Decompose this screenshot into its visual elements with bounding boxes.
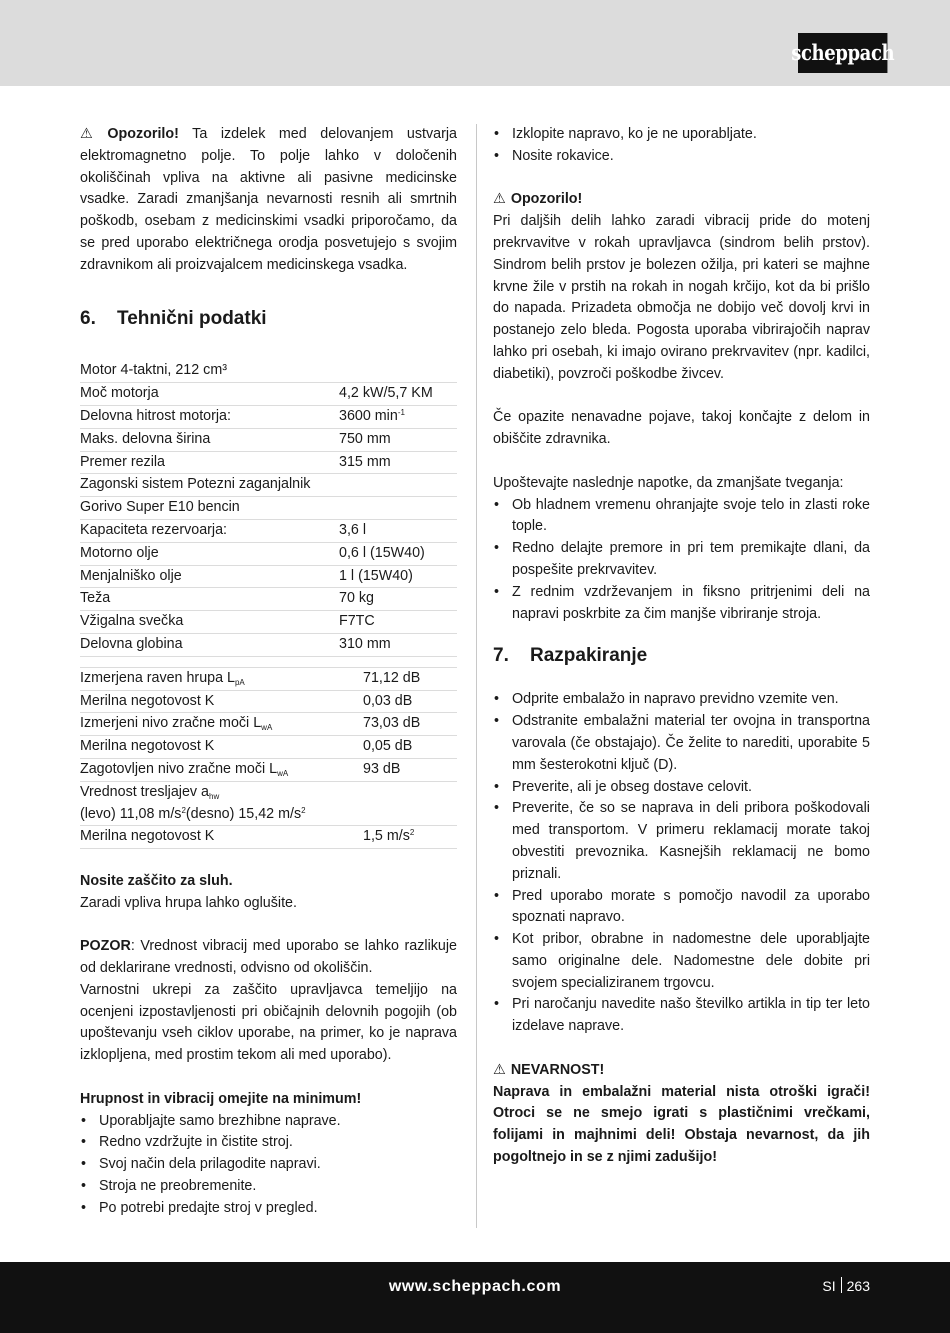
list-item: • Preverite, ali je obseg dostave celovit. — [493, 777, 870, 799]
website-link[interactable]: www.scheppach.com — [388, 1278, 562, 1295]
section-title: Tehnični podatki — [117, 308, 267, 330]
table-row — [80, 360, 457, 382]
spec-label: Menjalniško olje — [80, 565, 339, 588]
danger-label: NEVARNOST! — [510, 1061, 605, 1078]
spec-value-text: 3600 min — [339, 407, 398, 424]
spec-label: Delovna globina — [80, 633, 339, 656]
minimize-title-text: Hrupnost in vibracij omejite na minimum! — [80, 1090, 362, 1107]
spec-value — [339, 360, 457, 382]
unpacking-list — [493, 689, 870, 1038]
table-row — [80, 667, 457, 690]
spec-value — [339, 383, 457, 406]
vibration-warning-title — [493, 189, 870, 211]
spec-value — [339, 588, 457, 611]
section-number: 7. — [493, 645, 509, 667]
subscript: hw — [209, 791, 220, 801]
table-row — [80, 826, 457, 849]
page-number-value: 263 — [846, 1278, 870, 1294]
table-row — [80, 542, 457, 565]
page-footer — [0, 1262, 950, 1333]
safety-measures-paragraph: Varnostni ukrepi za zaščito upravljavca temeljijo na ocenjeni izpostavljenosti pri običajnih delovnih pogojih (ob upoštevanju vseh ciklov uporabe, na primer, ko je naprava izklopljena, med prostim tekom ali med uporabo). — [80, 981, 457, 1064]
spec-value — [339, 519, 457, 542]
table-row — [80, 405, 457, 428]
doctor-paragraph: Če opazite nenavadne pojave, takoj končajte z delom in obiščite zdravnika. — [493, 409, 870, 448]
list-item: • Odstranite embalažni material ter ovojna in transportna varovala (če obstajajo). Če želite to narediti, uporabite 5 mm šesterokotni ključ (D). — [493, 711, 870, 776]
spec-label: Motorno olje — [80, 542, 339, 565]
emf-warning-paragraph — [80, 124, 457, 277]
spec-value-text: 1 l (15W40) — [339, 567, 413, 584]
noise-label: Merilna negotovost K — [80, 736, 363, 759]
spec-value-text: 4,2 kW/5,7 KM — [339, 385, 433, 402]
spec-value — [339, 497, 457, 520]
list-item: • Kot pribor, obrabne in nadomestne dele uporabljajte samo originalne dele. Nadomestne dele dobite pri svojem specializiranem trgovcu. — [493, 929, 870, 994]
noise-value: 71,12 dB — [363, 667, 457, 690]
noise-value: 1,5 m/s — [363, 828, 410, 845]
list-item: • Pri naročanju navedite našo številko artikla in tip ter leto izdelave naprave. — [493, 994, 870, 1038]
section-number: 6. — [80, 308, 96, 330]
subscript: pA — [234, 677, 245, 687]
subscript: wA — [261, 723, 273, 733]
list-item: • Odprite embalažo in napravo previdno vzemite ven. — [493, 689, 870, 711]
noise-value: 0,05 dB — [363, 736, 457, 759]
emf-warning-label: Opozorilo! — [107, 126, 179, 142]
table-row — [80, 758, 457, 781]
spec-label: Moč motorja — [80, 383, 339, 406]
table-row — [80, 804, 457, 826]
table-row — [80, 565, 457, 588]
section-heading-unpacking — [493, 635, 870, 677]
emf-warning-text: Ta izdelek med delovanjem ustvarja elektromagnetno polje. To polje lahko v določenih okoliščinah vpliva na aktivne ali pasivne medicinske vsadke. Zaradi zmanjšanja nevarnosti resnih ali smrtnih poškodb, osebam z medicinskimi vsadki priporočamo, da se pred uporabo električnega orodja posvetujejo s svojim zdravnikom ali proizvajalcem medicinskega vsadka. — [80, 126, 457, 273]
spec-value-text: 0,6 l (15W40) — [339, 544, 425, 561]
danger-text — [493, 1082, 870, 1169]
warning-triangle-icon: ⚠ — [80, 126, 103, 142]
table-row — [80, 690, 457, 713]
spec-value — [339, 474, 457, 497]
superscript: -1 — [397, 407, 405, 417]
table-row — [80, 611, 457, 634]
table-row — [80, 519, 457, 542]
hearing-title-text: Nosite zaščito za sluh. — [80, 872, 233, 889]
minimize-title — [80, 1089, 457, 1111]
language-code: SI — [822, 1278, 836, 1294]
warning-triangle-icon: ⚠ — [493, 1061, 506, 1078]
spec-value — [339, 405, 457, 428]
spec-label: Vžigalna svečka — [80, 611, 339, 634]
spec-value-text: 750 mm — [339, 430, 391, 447]
superscript: 2 — [301, 805, 306, 815]
noise-vibration-table — [80, 667, 457, 849]
list-item: • Nosite rokavice. — [493, 146, 870, 168]
spec-label: Zagonski sistem Potezni zaganjalnik — [80, 474, 339, 497]
tips-list — [493, 495, 870, 626]
spec-value-text: 70 kg — [339, 590, 374, 607]
left-column — [80, 124, 457, 1220]
noise-value: 93 dB — [363, 758, 457, 781]
spec-label: Gorivo Super E10 bencin — [80, 497, 339, 520]
table-row — [80, 497, 457, 520]
spec-label: Premer rezila — [80, 451, 339, 474]
spec-label: Kapaciteta rezervoarja: — [80, 519, 339, 542]
spec-value — [339, 565, 457, 588]
noise-label: Merilna negotovost K — [80, 690, 363, 713]
table-row — [80, 588, 457, 611]
scheppach-logo: scheppach — [798, 33, 887, 73]
spec-value-text: F7TC — [339, 613, 375, 630]
top-list — [493, 124, 870, 168]
pozor-text: : Vrednost vibracij med uporabo se lahko razlikuje od deklarirane vrednosti, odvisno od okoliščin. — [80, 938, 457, 977]
list-item: • Izklopite napravo, ko je ne uporabljate. — [493, 124, 870, 146]
vibration-warning-text: Pri daljših delih lahko zaradi vibracij pride do motenj prekrvavitve v rokah upravljavca (sindrom belih prstov). Sindrom belih prstov je bolezen ožilja, pri kateri se majhne krvne žile v prstih na rokah in nogah krčijo, kot da bi prišlo do napada. Prizadeta območja ne dobijo več dovolj krvi in postanejo zelo bleda. Pogosta uporaba vibrirajočih naprav lahko pri osebah, ki imajo ovirano prekrvavitev (npr. kadilci, diabetiki), povzroči poškodbe živcev. — [493, 213, 870, 382]
vibration-right-value: (desno) 15,42 m/s — [185, 805, 302, 822]
section-title: Razpakiranje — [530, 645, 648, 667]
page-header — [0, 0, 950, 86]
list-item: • Preverite, če so se naprava in deli pribora poškodovali med transportom. V primeru reklamacij morate takoj obvestiti prevoznika. Kasnejših reklamacij ne bomo priznali. — [493, 798, 870, 885]
noise-label: Zagotovljen nivo zračne moči L — [80, 760, 278, 777]
spec-value — [339, 428, 457, 451]
noise-label: Izmerjeni nivo zračne moči L — [80, 715, 262, 732]
vibration-left-value: (levo) 11,08 m/s — [80, 805, 182, 822]
hearing-protection-text: Zaradi vpliva hrupa lahko oglušite. — [80, 894, 297, 911]
table-row — [80, 451, 457, 474]
list-item: • Pred uporabo morate s pomočjo navodil za uporabo spoznati napravo. — [493, 886, 870, 930]
list-item: • Ob hladnem vremenu ohranjajte svoje telo in zlasti roke tople. — [493, 495, 870, 539]
subscript: wA — [277, 768, 289, 778]
spec-value — [339, 542, 457, 565]
superscript: 2 — [181, 805, 186, 815]
spec-label: Teža — [80, 588, 339, 611]
list-item: • Redno delajte premore in pri tem premikajte dlani, da pospešite prekrvavitev. — [493, 538, 870, 582]
noise-value: 0,03 dB — [363, 690, 457, 713]
list-item: • Stroja ne preobremenite. — [80, 1176, 457, 1198]
spec-label: Motor 4-taktni, 212 cm³ — [80, 360, 339, 382]
spec-label: Delovna hitrost motorja: — [80, 405, 339, 428]
spec-label: Maks. delovna širina — [80, 428, 339, 451]
vibration-label: Vrednost tresljajev a — [80, 783, 209, 800]
separator — [841, 1277, 842, 1293]
table-row — [80, 383, 457, 406]
vibration-warning-label: Opozorilo! — [510, 191, 583, 208]
section-heading-technical-data — [80, 298, 457, 340]
list-item: • Redno vzdržujte in čistite stroj. — [80, 1132, 457, 1154]
hearing-protection-title — [80, 871, 457, 893]
spec-value-text: 3,6 l — [339, 521, 367, 538]
table-row — [80, 633, 457, 656]
list-item: • Svoj način dela prilagodite napravi. — [80, 1154, 457, 1176]
spec-value-text: 310 mm — [339, 635, 391, 652]
minimize-list — [80, 1111, 457, 1220]
table-row — [80, 428, 457, 451]
spec-value — [339, 611, 457, 634]
spec-value — [339, 633, 457, 656]
noise-label: Izmerjena raven hrupa L — [80, 669, 235, 686]
right-column — [493, 124, 870, 1169]
superscript: 2 — [409, 828, 415, 838]
spec-table — [80, 360, 457, 656]
spec-value-text: 315 mm — [339, 453, 391, 470]
danger-title — [493, 1060, 870, 1082]
noise-label: Merilna negotovost K — [80, 826, 363, 849]
noise-value: 73,03 dB — [363, 713, 457, 736]
column-divider — [476, 124, 477, 1228]
table-row — [80, 736, 457, 759]
spec-value — [339, 451, 457, 474]
list-item: • Uporabljajte samo brezhibne naprave. — [80, 1111, 457, 1133]
list-item: • Po potrebi predajte stroj v pregled. — [80, 1198, 457, 1220]
table-row — [80, 781, 457, 803]
pozor-paragraph — [80, 936, 457, 980]
tips-intro: Upoštevajte naslednje napotke, da zmanjšate tveganja: — [493, 474, 844, 491]
page-number — [822, 1276, 870, 1298]
danger-text-bold: Naprava in embalažni material nista otroški igrači! Otroci se ne smejo igrati s plastičnimi vrečkami, folijami in majhnimi deli! Obstaja nevarnost, da jih pogoltnejo in se z njimi zadušijo! — [493, 1083, 870, 1166]
table-row — [80, 713, 457, 736]
warning-triangle-icon: ⚠ — [493, 191, 506, 208]
table-row — [80, 474, 457, 497]
list-item: • Z rednim vzdrževanjem in fiksno pritrjenimi deli na napravi poskrbite za čim manjše vibriranje stroja. — [493, 582, 870, 626]
pozor-label: POZOR — [80, 938, 131, 955]
